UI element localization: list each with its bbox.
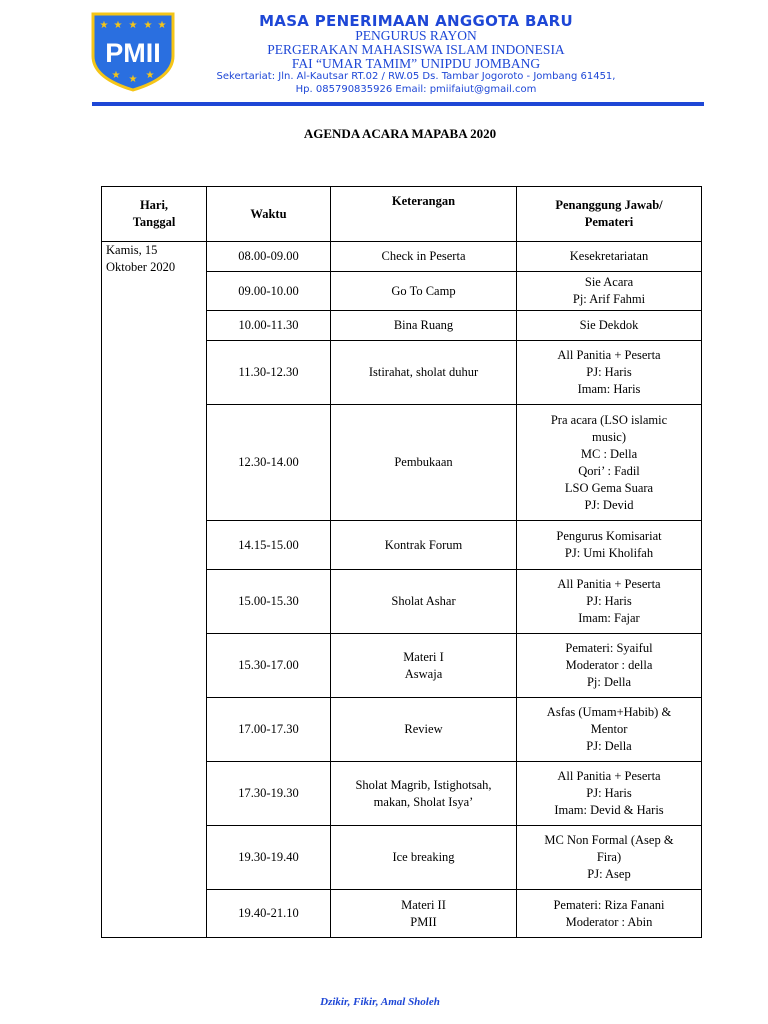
header-description: Keterangan (331, 187, 517, 242)
responsible-cell: Pemateri: Syaiful Moderator : della Pj: Della (517, 634, 702, 698)
header-faculty: FAI “UMAR TAMIM” UNIPDU JOMBANG (291, 56, 541, 71)
responsible-cell: All Panitia + Peserta PJ: Haris Imam: Haris (517, 341, 702, 405)
time-cell: 11.30-12.30 (207, 341, 331, 405)
svg-text:★: ★ (143, 20, 153, 31)
header-day: Hari, Tanggal (102, 187, 207, 242)
footer-motto: Dzikir, Fikir, Amal Sholeh (320, 996, 440, 1008)
logo-text: PMII (105, 38, 161, 68)
responsible-cell: Pra acara (LSO islamic music) MC : Della Qori’ : Fadil LSO Gema Suara PJ: Devid (517, 405, 702, 521)
pmii-logo (90, 8, 176, 92)
header-title: MASA PENERIMAAN ANGGOTA BARU (259, 12, 573, 30)
time-cell: 17.30-19.30 (207, 762, 331, 826)
svg-text:★: ★ (145, 70, 155, 81)
description-cell: Check in Peserta (331, 242, 517, 272)
description-cell: Sholat Magrib, Istighotsah, makan, Sholat Isya’ (331, 762, 517, 826)
header-subtitle: PENGURUS RAYON (355, 28, 477, 43)
time-cell: 08.00-09.00 (207, 242, 331, 272)
header-divider (92, 102, 704, 106)
header-time: Waktu (207, 187, 331, 242)
responsible-cell: Sie Acara Pj: Arif Fahmi (517, 272, 702, 311)
time-cell: 19.40-21.10 (207, 890, 331, 938)
svg-text:★: ★ (157, 20, 167, 31)
description-cell: Bina Ruang (331, 311, 517, 341)
description-cell: Review (331, 698, 517, 762)
responsible-cell: All Panitia + Peserta PJ: Haris Imam: Fajar (517, 570, 702, 634)
header-address: Sekertariat: Jln. Al-Kautsar RT.02 / RW.05 Ds. Tambar Jogoroto - Jombang 61451, (216, 71, 616, 82)
svg-text:★: ★ (128, 74, 138, 85)
table-header-row (102, 187, 702, 242)
responsible-cell: Pengurus Komisariat PJ: Umi Kholifah (517, 521, 702, 570)
responsible-cell: MC Non Formal (Asep & Fira) PJ: Asep (517, 826, 702, 890)
responsible-cell: Asfas (Umam+Habib) & Mentor PJ: Della (517, 698, 702, 762)
description-cell: Materi I Aswaja (331, 634, 517, 698)
time-cell: 15.30-17.00 (207, 634, 331, 698)
description-cell: Materi II PMII (331, 890, 517, 938)
time-cell: 19.30-19.40 (207, 826, 331, 890)
header-organization: PERGERAKAN MAHASISWA ISLAM INDONESIA (267, 42, 565, 57)
description-cell: Istirahat, sholat duhur (331, 341, 517, 405)
day-date-cell: Kamis, 15 Oktober 2020 (102, 242, 207, 938)
responsible-cell: Kesekretariatan (517, 242, 702, 272)
description-cell: Sholat Ashar (331, 570, 517, 634)
time-cell: 17.00-17.30 (207, 698, 331, 762)
time-cell: 09.00-10.00 (207, 272, 331, 311)
responsible-cell: All Panitia + Peserta PJ: Haris Imam: Devid & Haris (517, 762, 702, 826)
agenda-table (101, 186, 702, 938)
document-title: AGENDA ACARA MAPABA 2020 (303, 126, 497, 141)
responsible-cell: Pemateri: Riza Fanani Moderator : Abin (517, 890, 702, 938)
description-cell: Pembukaan (331, 405, 517, 521)
table-row (102, 242, 702, 272)
description-cell: Ice breaking (331, 826, 517, 890)
responsible-cell: Sie Dekdok (517, 311, 702, 341)
svg-text:★: ★ (128, 20, 138, 31)
time-cell: 12.30-14.00 (207, 405, 331, 521)
time-cell: 10.00-11.30 (207, 311, 331, 341)
time-cell: 14.15-15.00 (207, 521, 331, 570)
svg-text:★: ★ (111, 70, 121, 81)
description-cell: Kontrak Forum (331, 521, 517, 570)
description-cell: Go To Camp (331, 272, 517, 311)
svg-text:★: ★ (113, 20, 123, 31)
time-cell: 15.00-15.30 (207, 570, 331, 634)
header-contact: Hp. 085790835926 Email: pmiifaiut@gmail.com (295, 84, 537, 95)
header-responsible: Penanggung Jawab/ Pemateri (517, 187, 702, 242)
svg-text:★: ★ (99, 20, 109, 31)
